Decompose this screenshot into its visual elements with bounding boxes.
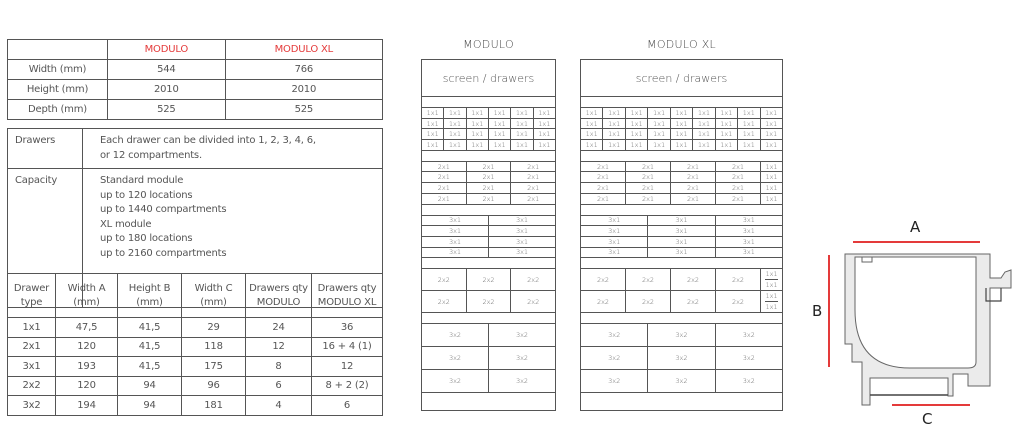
- text-line: Each drawer can be divided into 1, 2, 3, 4, 6,: [100, 135, 316, 146]
- drawer-row-3x1: [581, 248, 782, 259]
- drawer-compartment: 3x1: [742, 216, 755, 225]
- drawer-compartment: 2x1: [527, 173, 540, 182]
- drawer-compartment: 1x1: [467, 129, 489, 139]
- value-modulo: 544: [108, 60, 226, 80]
- drawer-compartment: 2x1: [422, 183, 467, 193]
- cell: 1x1: [8, 318, 56, 338]
- drawer-row-1x1: [422, 129, 555, 140]
- section-gap: [581, 258, 782, 269]
- header-qty-modulo: Drawers qty MODULO: [246, 274, 312, 318]
- section-gap: [422, 258, 555, 269]
- drawer-compartment: 3x2: [742, 377, 755, 386]
- drawer-compartment: 1x1: [765, 194, 778, 203]
- drawer-compartment: 3x1: [581, 248, 648, 258]
- drawer-compartment: 1x1: [693, 129, 715, 139]
- drawer-compartment: 2x1: [581, 162, 626, 172]
- label-b: B: [812, 302, 823, 320]
- cell: 4: [246, 396, 312, 416]
- drawer-compartment: 3x2: [581, 347, 648, 369]
- drawer-compartment: 1x1: [603, 119, 625, 129]
- drawer-row-3x1: [422, 237, 555, 248]
- drawer-compartment: 3x1: [742, 237, 755, 246]
- header-empty: [8, 40, 108, 60]
- drawer-compartment: 1x1: [422, 108, 444, 118]
- screen-drawers-area: screen / drawers: [422, 60, 555, 97]
- drawer-row-1x1: [581, 129, 782, 140]
- cabinet-diagram-modulo: [421, 59, 556, 411]
- drawer-compartment: 1x1: [489, 129, 511, 139]
- header-width-c: Width C (mm): [182, 274, 246, 318]
- drawer-compartment: 1x1: [626, 119, 648, 129]
- drawer-row-3x2: [581, 324, 782, 347]
- drawer-profile-icon: [800, 210, 1024, 431]
- drawer-compartment: 2x2: [422, 269, 467, 290]
- drawer-compartment: 3x2: [422, 347, 489, 369]
- header-height-b: Height B (mm): [118, 274, 182, 318]
- drawer-compartment: 3x1: [422, 248, 489, 258]
- section-gap: [581, 205, 782, 216]
- drawer-row-3x2: [422, 347, 555, 370]
- drawer-compartment: 3x1: [515, 237, 529, 246]
- drawer-row-3x1: [422, 216, 555, 227]
- drawer-row-2x1: [422, 183, 555, 194]
- drawer-compartment: 3x1: [648, 248, 715, 258]
- drawer-compartment: 3x1: [422, 237, 489, 247]
- screen-drawers-area: screen / drawers: [581, 60, 782, 97]
- drawer-compartment: 1x1: [511, 119, 533, 129]
- drawer-compartment: 3x1: [581, 237, 648, 247]
- cell: 29: [182, 318, 246, 338]
- drawer-compartment: 3x2: [581, 324, 648, 346]
- drawer-compartment: 1x1: [603, 129, 625, 139]
- drawer-compartment: 2x1: [581, 194, 626, 204]
- drawer-row-1x1: [422, 108, 555, 119]
- drawer-compartment: 1x1: [693, 140, 715, 150]
- row-label: Width (mm): [8, 60, 108, 80]
- value-modulo: 2010: [108, 80, 226, 100]
- drawer-compartment: 2x1: [467, 183, 512, 193]
- drawer-compartment: 1x1: [671, 140, 693, 150]
- drawer-compartment: 2x1: [467, 172, 512, 182]
- drawer-compartment: 2x2: [671, 291, 716, 312]
- drawer-compartment: 1x1: [765, 119, 778, 128]
- cell: 41,5: [118, 318, 182, 338]
- drawer-compartment: 1x1: [511, 140, 533, 150]
- drawer-profile-diagram: [800, 210, 1024, 431]
- section-gap: [581, 151, 782, 162]
- drawer-compartment: 1x1: [765, 281, 778, 290]
- drawer-compartment: 2x1: [671, 183, 716, 193]
- drawer-compartment: 2x1: [467, 194, 512, 204]
- drawer-row: [8, 337, 383, 357]
- drawer-types-table: [7, 273, 383, 416]
- cell: 16 + 4 (1): [312, 337, 383, 357]
- section-gap: [422, 205, 555, 216]
- drawer-compartment: 3x1: [648, 226, 715, 236]
- drawer-compartment: 1x1: [716, 129, 738, 139]
- cell: 12: [246, 337, 312, 357]
- cell: 118: [182, 337, 246, 357]
- drawer-compartment: 1x1: [422, 129, 444, 139]
- drawer-compartment: 1x1: [716, 108, 738, 118]
- drawer-compartment: 2x1: [626, 162, 671, 172]
- drawer-compartment: 1x1: [489, 140, 511, 150]
- info-value-drawers: [83, 129, 383, 169]
- row-label: Depth (mm): [8, 100, 108, 120]
- drawer-row: [8, 376, 383, 396]
- cell: 193: [56, 357, 118, 377]
- cell: 94: [118, 376, 182, 396]
- drawer-row-2x1: [581, 183, 782, 194]
- drawer-compartment: 1x1: [444, 140, 466, 150]
- drawer-row-1x1: [581, 140, 782, 151]
- drawer-compartment: 3x1: [581, 226, 648, 236]
- cell: 36: [312, 318, 383, 338]
- drawer-compartment: 2x1: [716, 162, 761, 172]
- drawer-compartment: 2x2: [581, 291, 626, 312]
- dimensions-header-row: [8, 40, 383, 60]
- drawer-compartment: 1x1: [693, 108, 715, 118]
- drawer-compartment: 1x1: [444, 129, 466, 139]
- drawer-row-2x2: [581, 291, 782, 313]
- drawer-row-2x2: [422, 269, 555, 291]
- drawer-compartment: 1x1: [648, 108, 670, 118]
- dimensions-row-width: [8, 60, 383, 80]
- cell: 12: [312, 357, 383, 377]
- drawer-compartment: 1x1: [765, 270, 778, 279]
- drawer-compartment: 1x1: [738, 129, 760, 139]
- drawer-compartment: 1x1: [648, 119, 670, 129]
- drawer-compartment: 1x1: [538, 108, 551, 117]
- drawer-compartment: 2x1: [671, 172, 716, 182]
- cell: 2x2: [8, 376, 56, 396]
- cabinet-diagram-modulo-xl: [580, 59, 783, 411]
- drawer-compartment: 1x1: [511, 129, 533, 139]
- cell: 2x1: [8, 337, 56, 357]
- drawer-compartment: 3x1: [422, 216, 489, 226]
- drawer-compartment: 3x1: [515, 216, 529, 225]
- drawer-compartment: 1x1: [603, 108, 625, 118]
- drawer-compartment: 1x1: [648, 140, 670, 150]
- drawer-compartment: 1x1: [626, 108, 648, 118]
- drawer-compartment: 1x1: [765, 303, 778, 312]
- drawer-compartment: 1x1: [716, 119, 738, 129]
- drawer-row-2x1: [422, 162, 555, 173]
- drawer-compartment-stack: [761, 291, 782, 312]
- drawer-compartment: 1x1: [467, 140, 489, 150]
- drawer-compartment: 1x1: [538, 130, 551, 139]
- section-gap: [422, 393, 555, 410]
- drawer-compartment: 2x2: [671, 269, 716, 290]
- drawer-row-2x1: [581, 194, 782, 205]
- drawer-compartment: 3x1: [515, 227, 529, 236]
- drawer-compartment: 2x1: [716, 183, 761, 193]
- drawer-row-1x1: [581, 108, 782, 119]
- value-modulo-xl: 2010: [225, 80, 382, 100]
- drawer-row-3x1: [422, 248, 555, 259]
- drawer-compartment: 2x1: [422, 172, 467, 182]
- section-gap: [422, 313, 555, 324]
- drawer-compartment: 3x1: [515, 248, 529, 257]
- drawer-row: [8, 318, 383, 338]
- drawer-compartment: 2x2: [467, 291, 512, 312]
- cell: 6: [246, 376, 312, 396]
- drawer-compartment: 1x1: [626, 140, 648, 150]
- drawer-row: [8, 357, 383, 377]
- drawer-compartment: 2x2: [581, 269, 626, 290]
- cell: 6: [312, 396, 383, 416]
- drawer-compartment: 3x2: [515, 377, 529, 386]
- label-c: C: [922, 410, 933, 428]
- drawer-row-3x2: [581, 347, 782, 370]
- section-gap: [581, 393, 782, 410]
- drawer-compartment: 3x2: [742, 354, 755, 363]
- drawer-compartment: 1x1: [765, 292, 778, 301]
- drawer-compartment: 1x1: [765, 108, 778, 117]
- cell: 41,5: [118, 357, 182, 377]
- drawer-compartment: 2x2: [626, 291, 671, 312]
- drawer-row-3x2: [581, 370, 782, 393]
- text-line: up to 120 locations: [100, 189, 193, 201]
- drawer-compartment: 1x1: [467, 108, 489, 118]
- drawer-compartment: 2x2: [422, 291, 467, 312]
- drawer-row: [8, 396, 383, 416]
- drawer-row-2x1: [581, 162, 782, 173]
- header-modulo: MODULO: [108, 40, 226, 60]
- drawer-compartment: 1x1: [765, 130, 778, 139]
- drawer-compartment: 2x1: [527, 183, 540, 192]
- header-qty-modulo-xl: Drawers qty MODULO XL: [312, 274, 383, 318]
- drawer-compartment: 1x1: [693, 119, 715, 129]
- drawer-compartment: 3x1: [742, 227, 755, 236]
- drawer-compartment: 1x1: [489, 119, 511, 129]
- drawer-compartment: 1x1: [581, 108, 603, 118]
- drawer-row-2x1: [422, 194, 555, 205]
- drawer-compartment: 2x1: [626, 194, 671, 204]
- drawer-compartment: 1x1: [648, 129, 670, 139]
- drawer-compartment: 3x2: [515, 331, 529, 340]
- drawer-compartment: 2x1: [671, 162, 716, 172]
- dimensions-row-height: [8, 80, 383, 100]
- info-label-drawers: Drawers: [8, 129, 83, 169]
- cell: 175: [182, 357, 246, 377]
- drawer-compartment: 1x1: [538, 140, 551, 149]
- drawer-compartment: 3x2: [648, 370, 715, 392]
- drawer-compartment: 1x1: [581, 119, 603, 129]
- text-line: up to 1440 compartments: [100, 204, 227, 215]
- drawer-compartment: 2x1: [581, 172, 626, 182]
- drawer-row-3x2: [422, 324, 555, 347]
- drawer-row-3x1: [422, 226, 555, 237]
- cell: 194: [56, 396, 118, 416]
- drawer-compartment: 1x1: [738, 140, 760, 150]
- drawer-compartment: 2x1: [422, 194, 467, 204]
- drawer-row-2x1: [422, 172, 555, 183]
- drawer-compartment: 1x1: [444, 119, 466, 129]
- drawer-compartment: 1x1: [581, 140, 603, 150]
- drawer-compartment: 3x2: [648, 324, 715, 346]
- drawer-compartment: 1x1: [738, 119, 760, 129]
- drawer-compartment: 1x1: [765, 183, 778, 192]
- drawer-compartment: 1x1: [738, 108, 760, 118]
- drawer-compartment: 3x2: [422, 324, 489, 346]
- drawer-compartment: 2x1: [626, 183, 671, 193]
- drawer-row-3x1: [581, 237, 782, 248]
- drawer-compartment: 1x1: [581, 129, 603, 139]
- drawer-compartment: 2x1: [716, 194, 761, 204]
- section-gap: [581, 97, 782, 108]
- drawer-row-3x1: [581, 216, 782, 227]
- cabinet-title-modulo: MODULO: [463, 38, 514, 51]
- drawer-row-2x2: [581, 269, 782, 291]
- dimensions-row-depth: [8, 100, 383, 120]
- section-gap: [581, 313, 782, 324]
- cell: 24: [246, 318, 312, 338]
- value-modulo-xl: 525: [225, 100, 382, 120]
- drawer-compartment: 3x2: [648, 347, 715, 369]
- label-a: A: [910, 218, 921, 236]
- header-width-a: Width A (mm): [56, 274, 118, 318]
- drawer-compartment: 1x1: [765, 173, 778, 182]
- drawer-compartment: 3x1: [422, 226, 489, 236]
- drawer-compartment: 2x1: [626, 172, 671, 182]
- drawer-compartment: 1x1: [489, 108, 511, 118]
- drawer-row-1x1: [581, 119, 782, 130]
- drawer-compartment: 3x1: [581, 216, 648, 226]
- drawer-compartment: 2x2: [716, 291, 761, 312]
- value-modulo-xl: 766: [225, 60, 382, 80]
- drawer-compartment: 2x1: [422, 162, 467, 172]
- drawer-compartment: 1x1: [765, 140, 778, 149]
- cell: 41,5: [118, 337, 182, 357]
- drawer-row-2x1: [581, 172, 782, 183]
- section-gap: [422, 151, 555, 162]
- info-label-capacity: Capacity: [8, 169, 83, 308]
- info-row-drawers: [8, 129, 383, 169]
- text-line: or 12 compartments.: [100, 149, 202, 161]
- drawer-compartment: 1x1: [716, 140, 738, 150]
- drawer-compartment: 2x1: [671, 194, 716, 204]
- text-line: up to 180 locations: [100, 233, 193, 244]
- drawer-header-row: [8, 274, 383, 318]
- drawer-compartment: 2x1: [527, 162, 540, 171]
- cell: 181: [182, 396, 246, 416]
- drawer-compartment: 1x1: [467, 119, 489, 129]
- row-label: Height (mm): [8, 80, 108, 100]
- drawer-compartment: 3x2: [581, 370, 648, 392]
- drawer-compartment: 1x1: [422, 140, 444, 150]
- drawer-compartment: 3x1: [648, 216, 715, 226]
- dimensions-table: [7, 39, 383, 120]
- header-modulo-xl: MODULO XL: [225, 40, 382, 60]
- drawer-compartment: 2x2: [716, 269, 761, 290]
- cell: 120: [56, 337, 118, 357]
- cell: 3x2: [8, 396, 56, 416]
- text-line: Standard module: [100, 175, 184, 186]
- drawer-compartment: 2x1: [716, 172, 761, 182]
- drawer-compartment-stack: [761, 269, 782, 290]
- text-line: XL module: [100, 218, 152, 230]
- drawer-compartment: 3x1: [648, 237, 715, 247]
- drawer-compartment: 2x1: [527, 194, 540, 203]
- drawer-compartment: 2x2: [467, 269, 512, 290]
- drawer-compartment: 3x1: [742, 248, 755, 257]
- cell: 47,5: [56, 318, 118, 338]
- drawer-compartment: 3x2: [515, 354, 529, 363]
- drawer-compartment: 1x1: [671, 108, 693, 118]
- drawer-compartment: 2x2: [626, 269, 671, 290]
- drawer-compartment: 1x1: [603, 140, 625, 150]
- drawer-compartment: 2x1: [581, 183, 626, 193]
- drawer-compartment: 1x1: [511, 108, 533, 118]
- cell: 96: [182, 376, 246, 396]
- drawer-compartment: 1x1: [626, 129, 648, 139]
- drawer-compartment: 2x2: [527, 297, 540, 306]
- drawer-compartment: 2x2: [527, 275, 540, 284]
- section-gap: [422, 97, 555, 108]
- header-drawer-type: Drawer type: [8, 274, 56, 318]
- drawer-row-1x1: [422, 119, 555, 130]
- cell: 8 + 2 (2): [312, 376, 383, 396]
- drawer-compartment: 3x2: [742, 331, 755, 340]
- drawer-row-3x2: [422, 370, 555, 393]
- cabinet-title-modulo-xl: MODULO XL: [647, 38, 716, 51]
- cell: 3x1: [8, 357, 56, 377]
- cell: 94: [118, 396, 182, 416]
- drawer-compartment: 1x1: [444, 108, 466, 118]
- drawer-row-2x2: [422, 291, 555, 313]
- drawer-compartment: 1x1: [765, 162, 778, 171]
- drawer-compartment: 1x1: [422, 119, 444, 129]
- drawer-row-3x1: [581, 226, 782, 237]
- value-modulo: 525: [108, 100, 226, 120]
- drawer-row-1x1: [422, 140, 555, 151]
- cell: 120: [56, 376, 118, 396]
- drawer-compartment: 1x1: [538, 119, 551, 128]
- drawer-compartment: 2x1: [467, 162, 512, 172]
- text-line: up to 2160 compartments: [100, 247, 227, 259]
- drawer-compartment: 1x1: [671, 119, 693, 129]
- drawer-compartment: 3x2: [422, 370, 489, 392]
- cell: 8: [246, 357, 312, 377]
- drawer-compartment: 1x1: [671, 129, 693, 139]
